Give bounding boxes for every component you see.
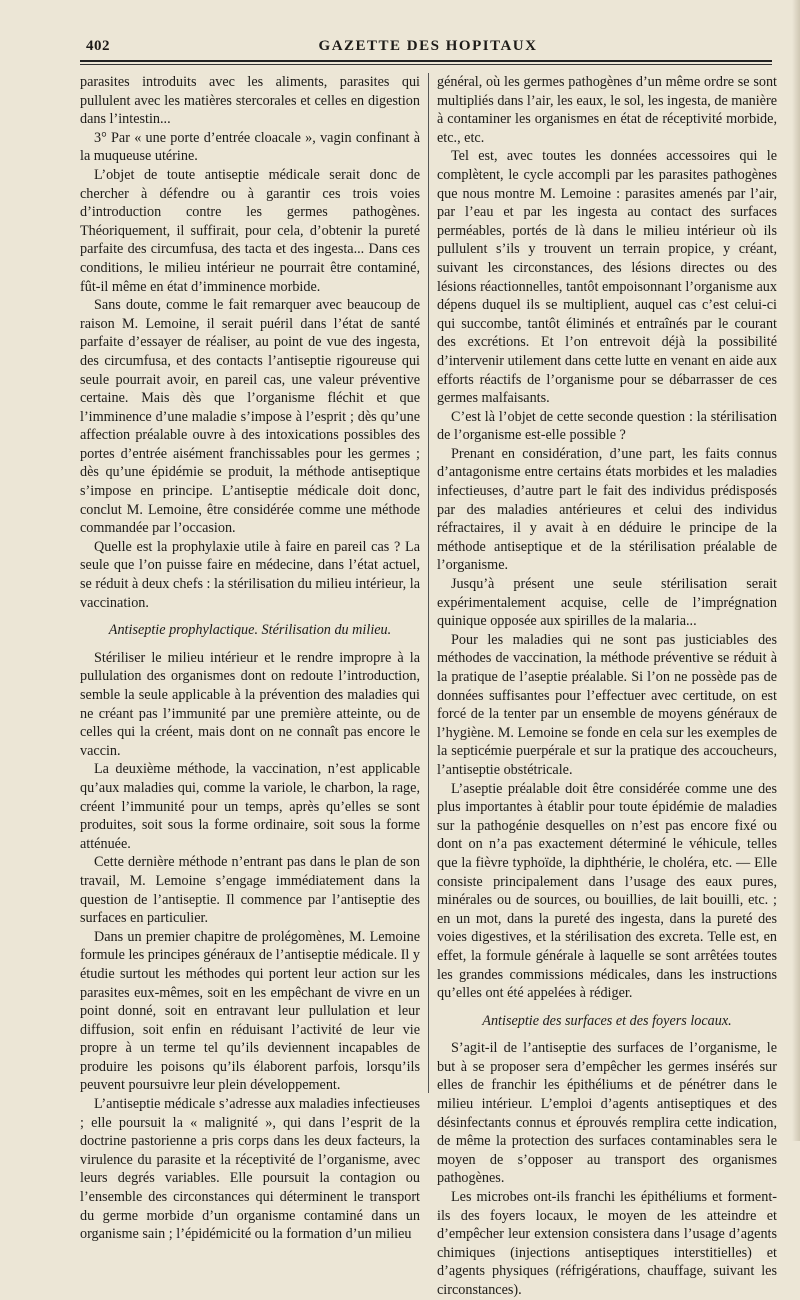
paragraph: S’agit-il de l’antiseptie des surfaces de l’organisme, le but à se proposer sera d’empêcher les germes insérés sur elles de franchir les épithéliums et de pénétrer dans le milieu intérieur. L’emploi d’agents antiseptiques et des désinfectants connus et éprouvés remplira cette indication, de même la protection des surfaces contaminables sera le moyen de s’opposer au transport des organismes pathogènes. <box>437 1040 777 1187</box>
paragraph: Dans un premier chapitre de prolégomènes, M. Lemoine formule les principes généraux de l’antiseptie médicale. Il y étudie surtout les méthodes qui portent leur action sur les parasites eux-mêmes, soit en les empêchant de vivre en un point donné, soit en entravant leur pullulation et leur diffusion, soit enfin en réduisant l’activité de leur vie propre à un terme tel qu’ils deviennent incapables de produire les poisons qu’ils élaborent parfois, lorsqu’ils peuvent poursuivre leur plein développement. <box>80 928 420 1094</box>
paragraph: Jusqu’à présent une seule stérilisation serait expérimentalement acquise, celle de l’imprégnation quinique opposée aux spirilles de la malaria... <box>437 576 777 630</box>
paragraph: La deuxième méthode, la vaccination, n’est applicable qu’aux maladies qui, comme la variole, le charbon, la rage, créent l’immunité pour un temps, après qu’elles se sont produites, soit sous la forme ordinaire, soit sous la forme atténuée. <box>80 761 420 852</box>
right-column <box>437 73 777 1298</box>
paragraph: parasites introduits avec les aliments, parasites qui pullulent avec les matières stercorales et celles en digestion dans l’intestin... <box>80 74 420 128</box>
page-number: 402 <box>86 38 110 54</box>
paragraph: Sans doute, comme le fait remarquer avec beaucoup de raison M. Lemoine, il serait puéril dans l’état de santé parfaite d’essayer de réaliser, au point de vue des ingesta, des circumfusa, et des contacts l’antiseptie rigoureuse qui seule pourrait avoir, en pareil cas, une valeur préventive certaine. Mais dès que l’organisme fléchit et que l’imminence d’une maladie s’impose à l’esprit ; dès qu’une affection préalable ouvre à des intoxications possibles des portes d’entrée aisément franchissables pour les germes ; dès qu’une épidémie se produit, la méthode antiseptique s’impose en principe. L’antiseptie médicale doit donc, conclut M. Lemoine, être considérée comme une méthode commandée par l’occasion. <box>80 297 420 537</box>
page-header <box>86 38 770 60</box>
header-rule <box>80 60 772 62</box>
paragraph: Les microbes ont-ils franchi les épithéliums et forment-ils des foyers locaux, le moyen de les atteindre et d’empêcher leur extension consistera dans l’usage d’agents chimiques (injections antiseptiques interstitielles) et d’agents physiques (réfrigérations, chauffage, suivant les circonstances). <box>437 1189 777 1298</box>
paragraph: L’antiseptie médicale s’adresse aux maladies infectieuses ; elle poursuit la « malignité », qui dans l’esprit de la doctrine pastorienne a pris corps dans les deux facteurs, la virulence du parasite et la réceptivité de l’organisme, avec leurs degrés variables. Elle poursuit la contagion ou l’ensemble des circonstances qui déterminent le transport du germe morbide d’un organisme contaminé dans un organisme sain ; l’épidémicité ou la formation d’un milieu <box>80 1096 420 1243</box>
column-divider <box>428 73 429 1093</box>
paragraph: Stériliser le milieu intérieur et le rendre impropre à la pullulation des organismes dont on redoute l’introduction, semble la seule applicable à la prévention des maladies qui ne créant pas l’immunité par une première atteinte, ou de celles qui la créent, mais dont on ne connaît pas encore le vaccin. <box>80 649 420 759</box>
paragraph: Cette dernière méthode n’entrant pas dans le plan de son travail, M. Lemoine s’engage immédiatement dans la question de l’antiseptie. Il commence par l’antiseptie des surfaces en particulier. <box>80 854 420 927</box>
paragraph: Tel est, avec toutes les données accessoires qui le complètent, le cycle accompli par les parasites pathogènes que nous montre M. Lemoine : parasites amenés par l’air, par l’eau et par les ingesta au contact des surfaces perméables, portés de là dans le milieu intérieur où ils pullulent s’ils y trouvent un terrain propice, y créant, suivant les circonstances, des lésions directes ou des lésions réactionnelles, tantôt empoisonnant l’organisme aux dépens duquel ils se multiplient, auquel cas c’est celui-ci qui succombe, tantôt éliminés et entraînés par le courant des excrétions. Et l’on entrevoit déjà la possibilité d’intervenir utilement dans cette lutte en venant en aide aux efforts réactifs de l’organisme pour se débarrasser de ces germes malfaisants. <box>437 148 777 407</box>
paragraph: général, où les germes pathogènes d’un même ordre se sont multipliés dans l’air, les eaux, le sol, les ingesta, de manière à contaminer les organismes en état de réceptivité morbide, etc., etc. <box>437 74 777 146</box>
paragraph: Quelle est la prophylaxie utile à faire en pareil cas ? La seule que l’on puisse faire en médecine, dans l’état actuel, se réduit à deux chefs : la stérilisation du milieu intérieur, la vaccination. <box>80 538 420 611</box>
header-rule-thin <box>80 64 772 65</box>
section-heading: Antiseptie prophylactique. Stérilisation du milieu. <box>108 622 392 639</box>
paragraph: L’objet de toute antiseptie médicale serait donc de chercher à défendre ou à garantir ces trois voies d’introduction contre les germes pathogènes. Théoriquement, il suffirait, pour cela, d’obtenir la pureté parfaite des circumfusa, des tacta et des ingesta... Dans ces conditions, le milieu intérieur ne pourrait être contaminé, fût-il même en état d’imminence morbide. <box>80 166 420 295</box>
paragraph: Prenant en considération, d’une part, les faits connus d’antagonisme entre certains états morbides et les maladies infectieuses, d’autre part le fait des individus prédisposés par des maladies antérieures et celui des individus réfractaires, il y avait à en déduire le principe de la méthode antiseptique et de la stérilisation préalable de l’organisme. <box>437 445 777 574</box>
page-edge <box>792 0 800 1141</box>
left-column <box>80 73 420 1243</box>
paragraph: Pour les maladies qui ne sont pas justiciables des méthodes de vaccination, la méthode préventive se réduit à la pratique de l’aseptie préalable. Si l’on ne possède pas de données suffisantes pour l’effectuer avec certitude, on est forcé de la tenter par un ensemble de moyens généraux de l’hygiène. M. Lemoine se fonde en cela sur les exemples de la septicémie puerpérale et sur la pratique des accoucheurs, l’antiseptie obstétricale. <box>437 631 777 778</box>
paragraph: L’aseptie préalable doit être considérée comme une des plus importantes à établir pour toute épidémie de maladies sur la pathogénie desquelles on n’est pas encore fixé ou dont on n’a pas exactement déterminé le véhicule, telles que la fièvre typhoïde, la diphthérie, le choléra, etc. — Elle consiste principalement dans l’usage des eaux pures, minérales ou de sources, ou bouillies, de lait bouilli, etc. ; en un mot, dans la pureté des ingesta, dans la pureté des voies digestives, et la stérilisation des excreta. Telle est, en effet, la formule générale à laquelle se sont arrêtées toutes les grandes commissions médicales, dans les instructions qu’elles ont été appelées à rédiger. <box>437 780 777 1002</box>
paragraph: 3° Par « une porte d’entrée cloacale », vagin confinant à la muqueuse utérine. <box>80 129 420 165</box>
paragraph: C’est là l’objet de cette seconde question : la stérilisation de l’organisme est-elle possible ? <box>437 408 777 444</box>
section-heading: Antiseptie des surfaces et des foyers locaux. <box>482 1012 732 1029</box>
running-title: GAZETTE DES HOPITAUX <box>318 38 538 54</box>
